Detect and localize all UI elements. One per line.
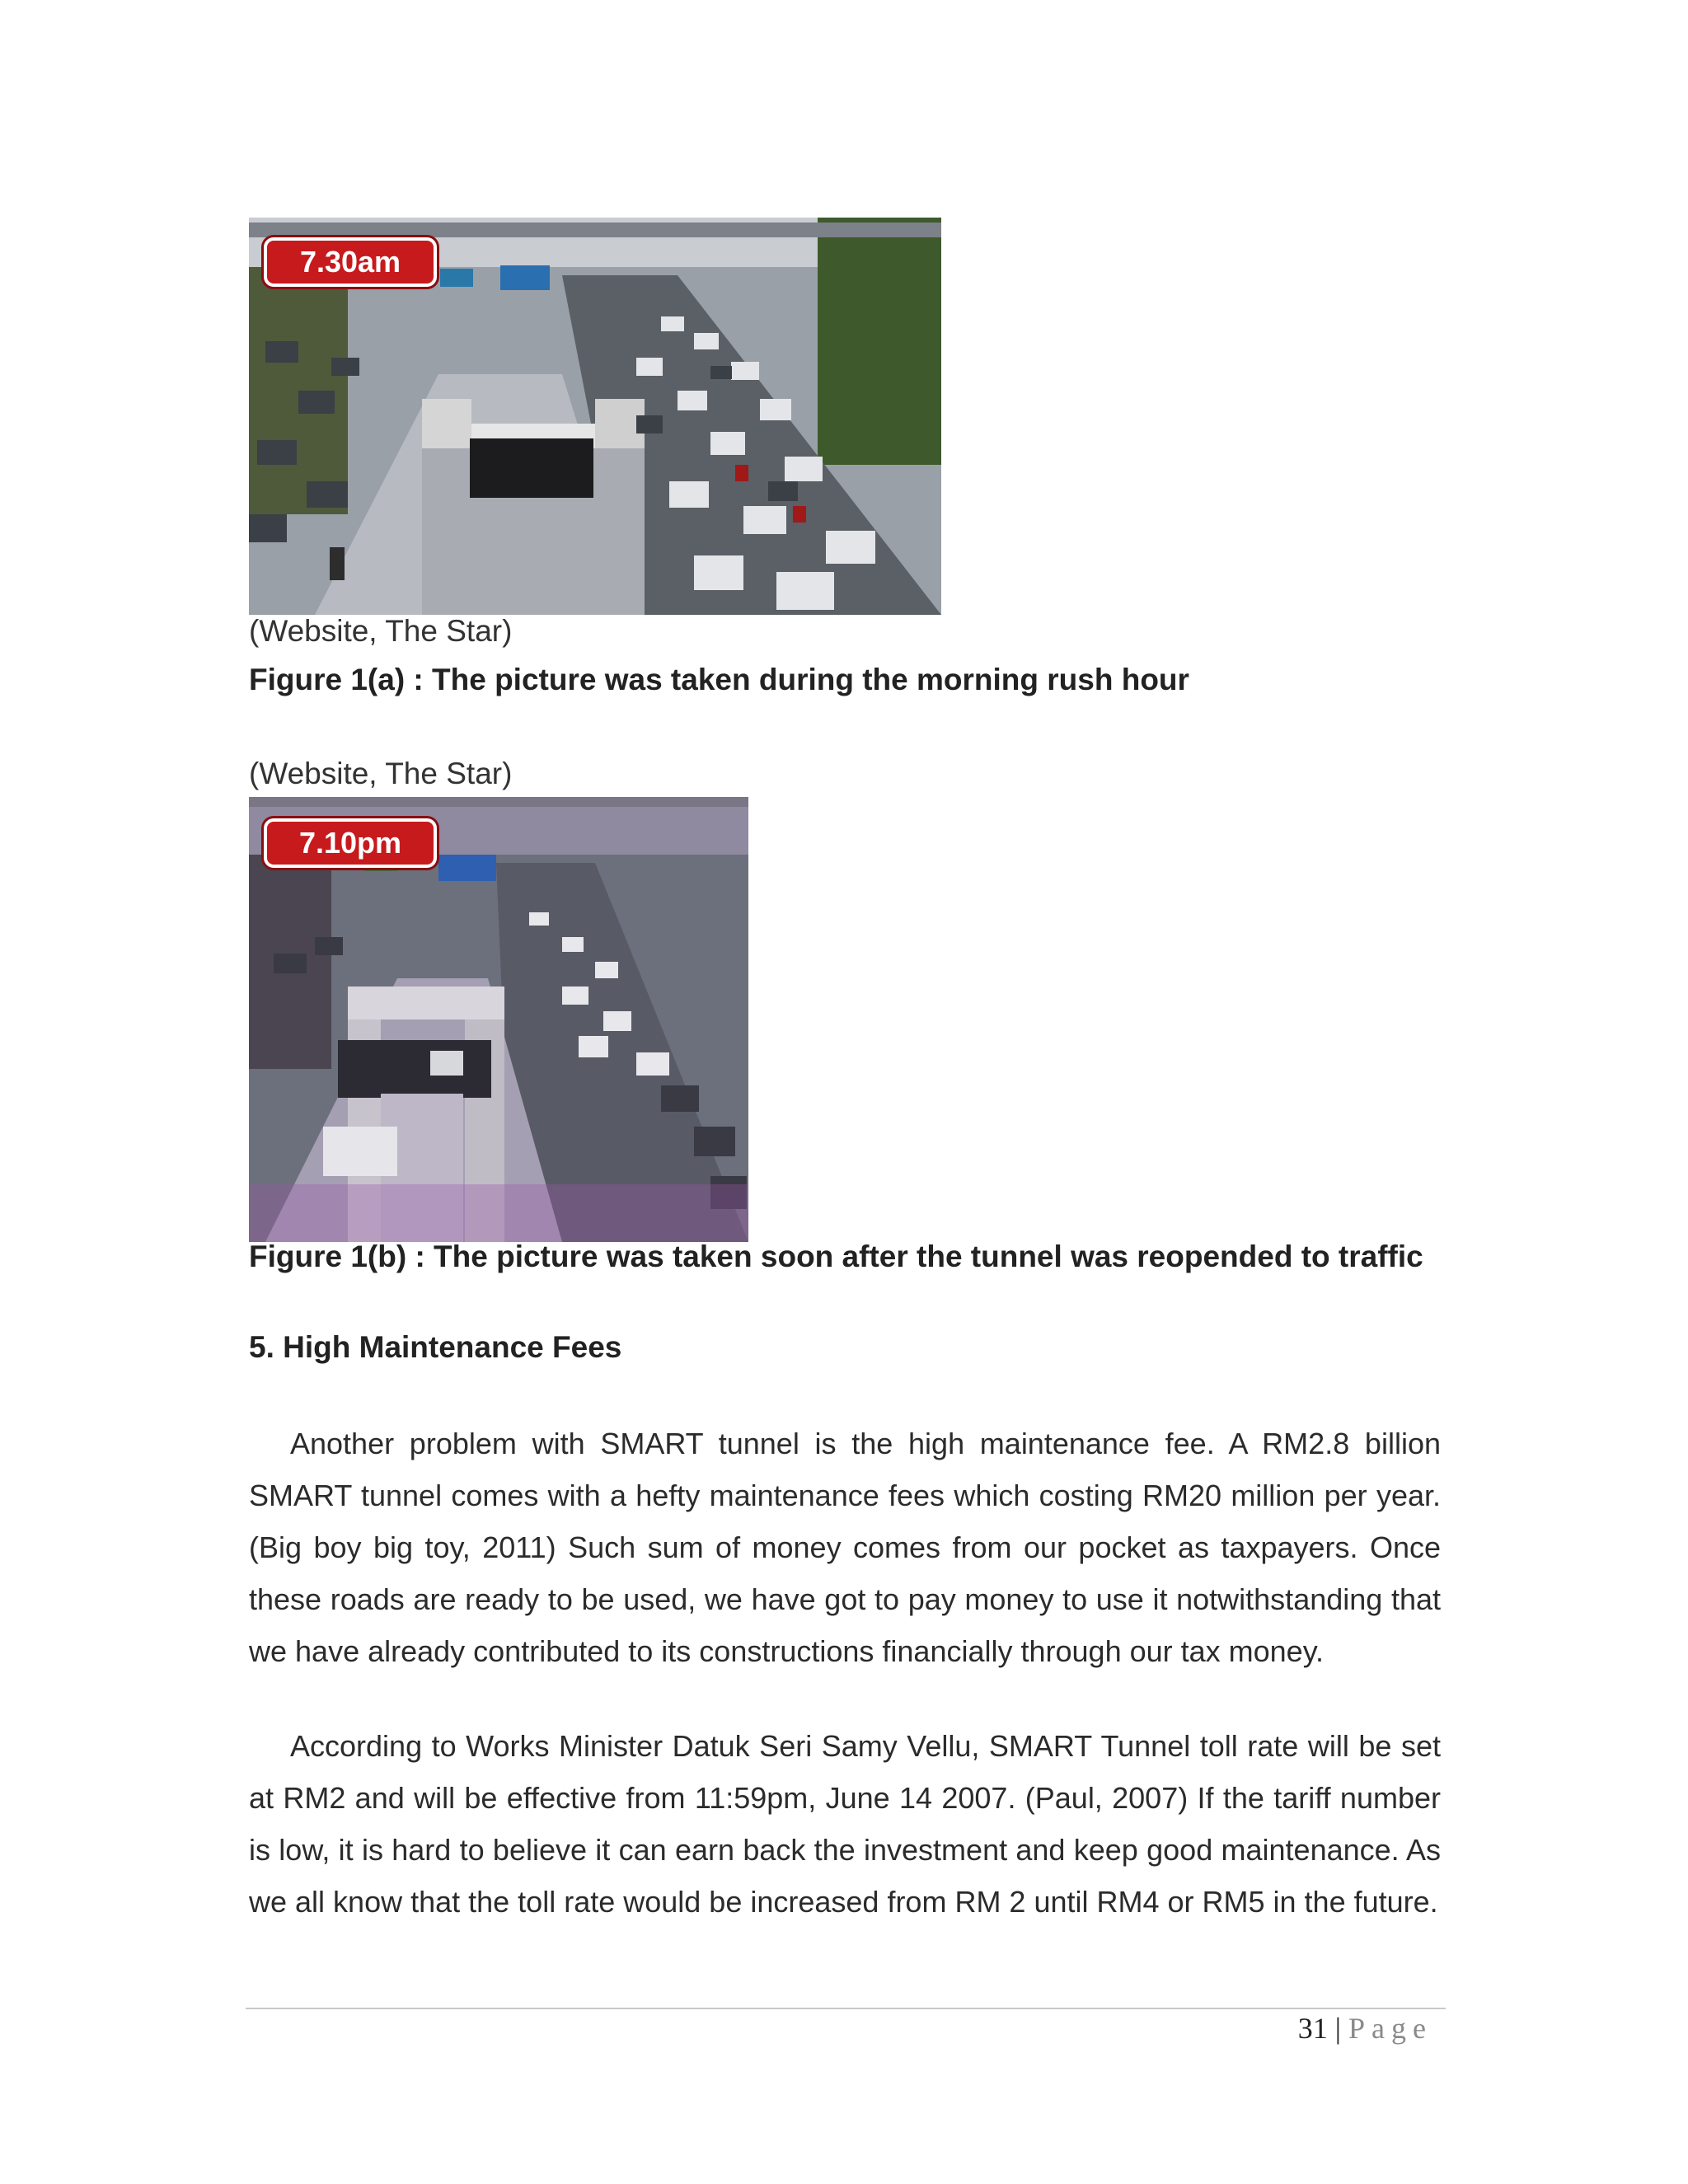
page-separator: |	[1334, 2012, 1342, 2045]
time-badge-morning: 7.30am	[264, 237, 437, 287]
figure-1b-photo	[249, 797, 748, 1242]
figure-1a-caption: Figure 1(a) : The picture was taken during the morning rush hour	[249, 663, 1189, 696]
figure-1b-source: (Website, The Star)	[249, 757, 513, 790]
section-heading: 5. High Maintenance Fees	[249, 1330, 622, 1364]
page-footer	[1298, 2011, 1432, 2046]
page-number: 31	[1297, 2012, 1328, 2045]
footer-divider	[246, 2008, 1446, 2009]
time-badge-evening: 7.10pm	[264, 818, 437, 868]
paragraph-2-text: According to Works Minister Datuk Seri Samy Vellu, SMART Tunnel toll rate will be set at RM2 and will be effective from 11:59pm, June 14 2007. (Paul, 2007) If the tariff number is low, it is hard to believe it can earn back the investment and keep good maintenance. As we all know that the toll rate would be increased from RM 2 until RM4 or RM5 in the future.	[249, 1729, 1441, 1919]
figure-1a-photo	[249, 218, 941, 615]
figure-1a-source: (Website, The Star)	[249, 614, 513, 648]
page-label: Page	[1348, 2012, 1432, 2045]
paragraph-1-text: Another problem with SMART tunnel is the high maintenance fee. A RM2.8 billion SMART tunnel comes with a hefty maintenance fees which costing RM20 million per year. (Big boy big toy, 2011) Such sum of money comes from our pocket as taxpayers. Once these roads are ready to be used, we have got to pay money to use it notwithstanding that we have already contributed to its constructions financially through our tax money.	[249, 1427, 1441, 1668]
paragraph-toll-rate	[249, 1720, 1441, 1928]
figure-1b-caption: Figure 1(b) : The picture was taken soon after the tunnel was reopended to traffic	[249, 1240, 1423, 1273]
paragraph-maintenance-fee	[249, 1418, 1441, 1677]
